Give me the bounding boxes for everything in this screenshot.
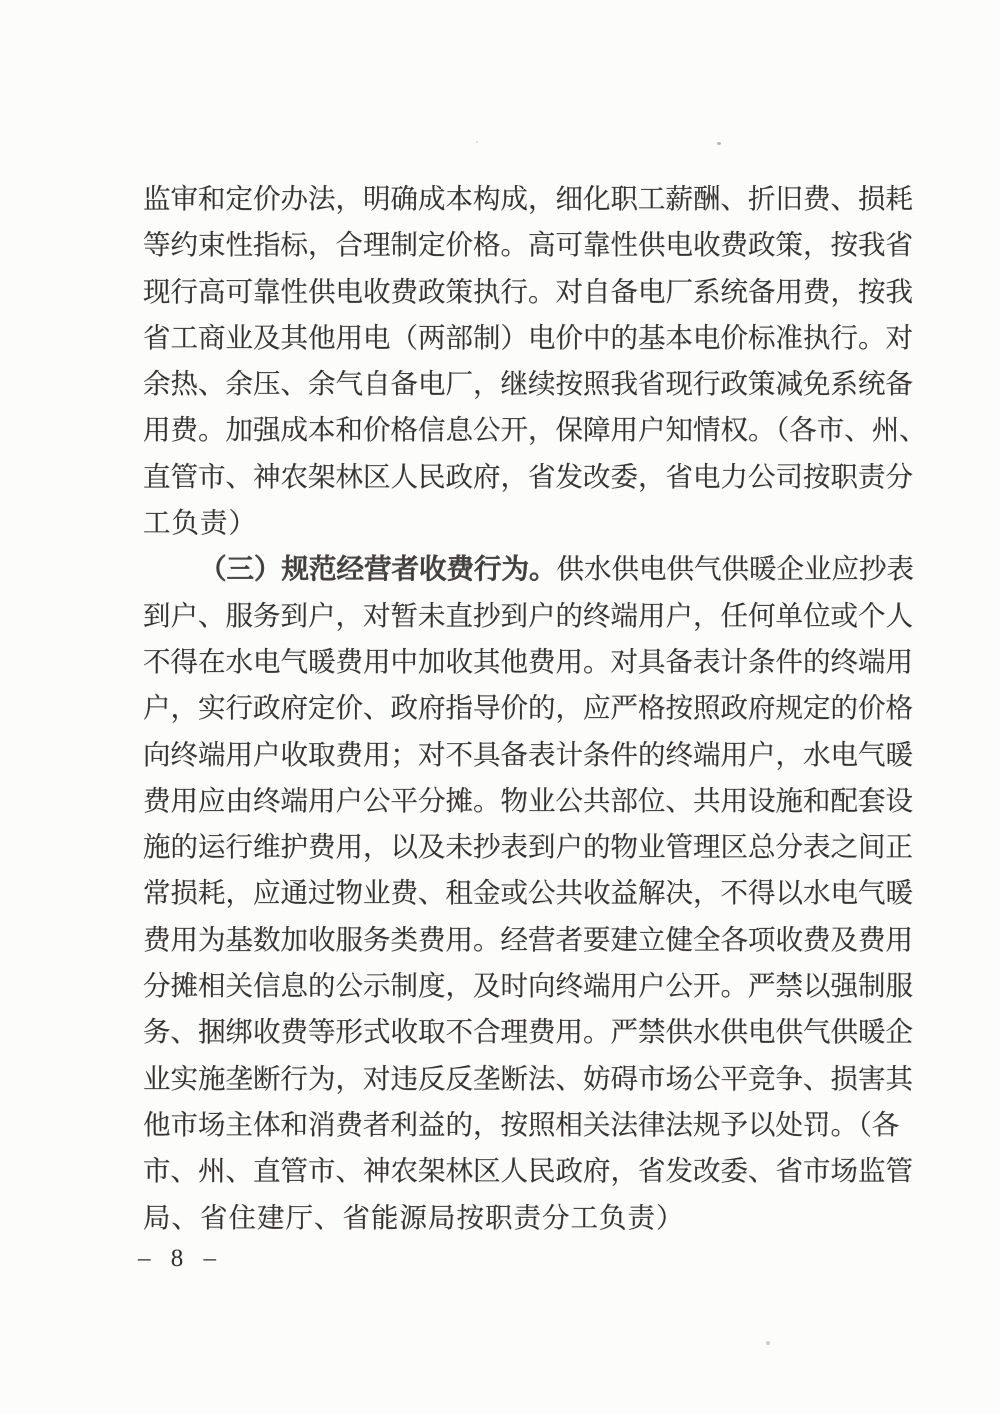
paragraph <box>143 546 914 1240</box>
text-line: 用费。加强成本和价格信息公开，保障用户知情权。（各市、州、 <box>143 414 927 446</box>
text-line: 局、省住建厅、省能源局按职责分工负责） <box>143 1201 685 1233</box>
text-line: 业实施垄断行为，对违反反垄断法、妨碍市场公平竞争、损害其 <box>143 1062 913 1094</box>
scan-speckle <box>766 1341 770 1345</box>
document-body <box>143 176 927 1241</box>
paragraph <box>143 176 927 546</box>
text-line: 直管市、神农架林区人民政府，省发改委，省电力公司按职责分 <box>143 460 913 492</box>
text-line: （三）规范经营者收费行为。供水供电供气供暖企业应抄表 <box>199 553 914 585</box>
page-number: – 8 – <box>138 1245 223 1272</box>
text-line: 费用应由终端用户公平分摊。物业公共部位、共用设施和配套设 <box>143 784 913 816</box>
scan-speckle <box>476 141 478 143</box>
text-line: 到户、服务到户，对暂未直抄到户的终端用户，任何单位或个人 <box>143 599 913 631</box>
text-line: 工负责） <box>143 507 257 539</box>
text-line: 省工商业及其他用电（两部制）电价中的基本电价标准执行。对 <box>143 321 913 353</box>
text-line: 费用为基数加收服务类费用。经营者要建立健全各项收费及费用 <box>143 923 913 955</box>
text-line: 向终端用户收取费用；对不具备表计条件的终端用户，水电气暖 <box>143 738 913 770</box>
text-line: 等约束性指标，合理制定价格。高可靠性供电收费政策，按我省 <box>143 229 913 261</box>
text-line: 不得在水电气暖费用中加收其他费用。对具备表计条件的终端用 <box>143 645 913 677</box>
text-line: 监审和定价办法，明确成本构成，细化职工薪酬、折旧费、损耗 <box>143 183 913 214</box>
section-heading: （三）规范经营者收费行为。 <box>199 553 557 585</box>
text-line: 市、州、直管市、神农架林区人民政府，省发改委、省市场监管 <box>143 1155 913 1187</box>
text-line: 余热、余压、余气自备电厂，继续按照我省现行政策减免系统备 <box>143 368 913 400</box>
text-line: 常损耗，应通过物业费、租金或公共收益解决，不得以水电气暖 <box>143 877 913 909</box>
text-line: 分摊相关信息的公示制度，及时向终端用户公开。严禁以强制服 <box>143 970 913 1002</box>
text-line: 他市场主体和消费者利益的，按照相关法律法规予以处罚。（各 <box>143 1108 900 1140</box>
text-line: 施的运行维护费用，以及未抄表到户的物业管理区总分表之间正 <box>143 831 913 863</box>
text-line: 户，实行政府定价、政府指导价的，应严格按照政府规定的价格 <box>143 692 913 724</box>
text-line: 务、捆绑收费等形式收取不合理费用。严禁供水供电供气供暖企 <box>143 1016 913 1048</box>
text-line: 现行高可靠性供电收费政策执行。对自备电厂系统备用费，按我 <box>143 275 913 307</box>
scan-speckle <box>717 142 721 145</box>
